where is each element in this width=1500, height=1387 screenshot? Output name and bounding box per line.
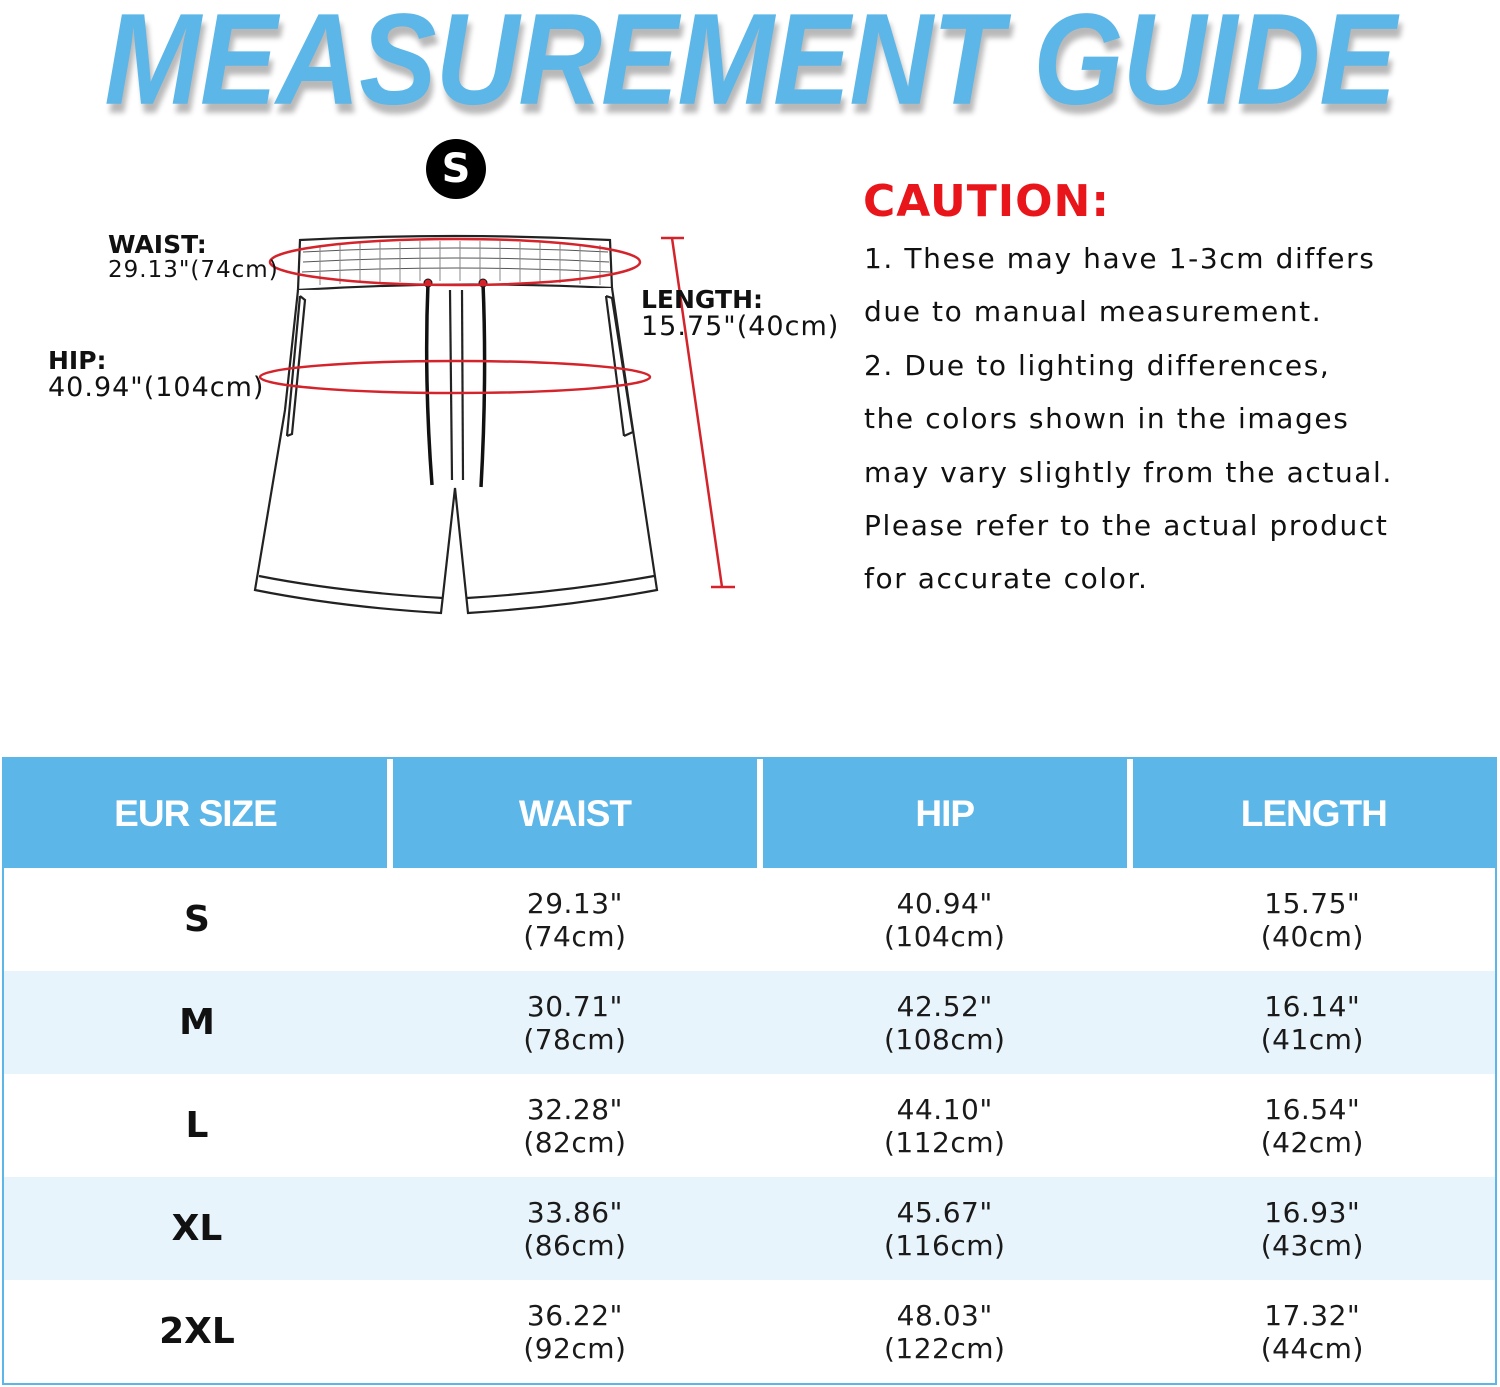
length-inches: 17.32"	[1264, 1298, 1361, 1332]
waist-inches: 30.71"	[526, 989, 623, 1023]
waist-cm: (82cm)	[523, 1125, 627, 1159]
waist-inches: 32.28"	[526, 1092, 623, 1126]
hip-cell	[760, 971, 1130, 1074]
waist-cell	[390, 971, 760, 1074]
waist-inches: 33.86"	[526, 1195, 623, 1229]
hip-cell	[760, 1177, 1130, 1280]
hip-inches: 48.03"	[896, 1298, 993, 1332]
size-cell: 2XL	[159, 1311, 235, 1352]
length-label	[641, 287, 839, 342]
size-cell: XL	[4, 1177, 390, 1280]
hip-cm: (112cm)	[883, 1125, 1006, 1159]
header-length: LENGTH	[1130, 759, 1495, 868]
length-label-value: 15.75"(40cm)	[641, 311, 840, 343]
hip-inches: 44.10"	[896, 1092, 993, 1126]
hip-cm: (108cm)	[883, 1022, 1006, 1056]
hip-label	[48, 348, 264, 403]
size-table	[4, 759, 1495, 1383]
length-inches: 15.75"	[1264, 886, 1361, 920]
waist-label-value: 29.13"(74cm)	[108, 257, 279, 284]
page-title: MEASUREMENT GUIDE	[104, 0, 1396, 132]
waist-cm: (74cm)	[523, 919, 627, 953]
length-cm: (44cm)	[1260, 1331, 1364, 1365]
hip-cm: (104cm)	[883, 919, 1006, 953]
length-inches: 16.54"	[1264, 1092, 1361, 1126]
waist-cell	[390, 1074, 760, 1177]
waist-cm: (86cm)	[523, 1228, 627, 1262]
length-cell	[1130, 1074, 1495, 1177]
length-cm: (43cm)	[1260, 1228, 1364, 1262]
caution-line: due to manual measurement.	[864, 295, 1323, 329]
length-cm: (40cm)	[1260, 919, 1364, 953]
table-row	[4, 1177, 1495, 1280]
table-row	[4, 1280, 1495, 1383]
table-header-row	[4, 759, 1495, 868]
length-label-name: LENGTH:	[641, 285, 763, 314]
table-row	[4, 868, 1495, 971]
table-row	[4, 1074, 1495, 1177]
hip-label-value: 40.94"(104cm)	[48, 372, 265, 404]
waist-inches: 29.13"	[526, 886, 623, 920]
length-cm: (41cm)	[1260, 1022, 1364, 1056]
size-chart	[2, 757, 1497, 1385]
hip-cm: (116cm)	[883, 1228, 1006, 1262]
caution-line: 1. These may have 1-3cm differs	[864, 242, 1376, 275]
length-cell	[1130, 1177, 1495, 1280]
waist-label-name: WAIST:	[108, 230, 207, 259]
waist-cell	[390, 868, 760, 971]
hip-cm: (122cm)	[883, 1331, 1006, 1365]
caution-line: 2. Due to lighting differences,	[864, 348, 1331, 382]
caution-line: Please refer to the actual product	[864, 508, 1389, 542]
hip-cell	[760, 868, 1130, 971]
waist-cell	[390, 1177, 760, 1280]
size-cell: M	[4, 971, 390, 1074]
hip-inches: 45.67"	[896, 1195, 993, 1229]
length-cell	[1130, 971, 1495, 1074]
waist-cm: (92cm)	[523, 1331, 627, 1365]
hip-inches: 42.52"	[896, 989, 993, 1023]
header-eur-size: EUR SIZE	[4, 759, 390, 868]
caution-line: the colors shown in the images	[864, 402, 1350, 436]
hip-label-name: HIP:	[48, 346, 107, 375]
size-cell: L	[185, 1105, 209, 1146]
table-row	[4, 971, 1495, 1074]
length-inches: 16.93"	[1264, 1195, 1361, 1229]
hip-inches: 40.94"	[896, 886, 993, 920]
header-hip: HIP	[760, 759, 1130, 868]
size-cell: S	[184, 899, 210, 940]
hip-cell	[760, 1280, 1130, 1383]
size-badge: S	[426, 139, 486, 199]
caution-text	[864, 236, 1393, 610]
length-cell	[1130, 868, 1495, 971]
hip-cell	[760, 1074, 1130, 1177]
waist-label	[108, 232, 279, 282]
length-cell	[1130, 1280, 1495, 1383]
length-inches: 16.14"	[1264, 989, 1361, 1023]
waist-cm: (78cm)	[523, 1022, 627, 1056]
caution-title: CAUTION:	[863, 176, 1110, 227]
waist-inches: 36.22"	[526, 1298, 623, 1332]
caution-line: may vary slightly from the actual.	[864, 455, 1393, 489]
header-waist: WAIST	[390, 759, 760, 868]
waist-cell	[390, 1280, 760, 1383]
caution-line: for accurate color.	[864, 562, 1149, 596]
length-cm: (42cm)	[1260, 1125, 1364, 1159]
shorts-outline	[255, 236, 657, 613]
